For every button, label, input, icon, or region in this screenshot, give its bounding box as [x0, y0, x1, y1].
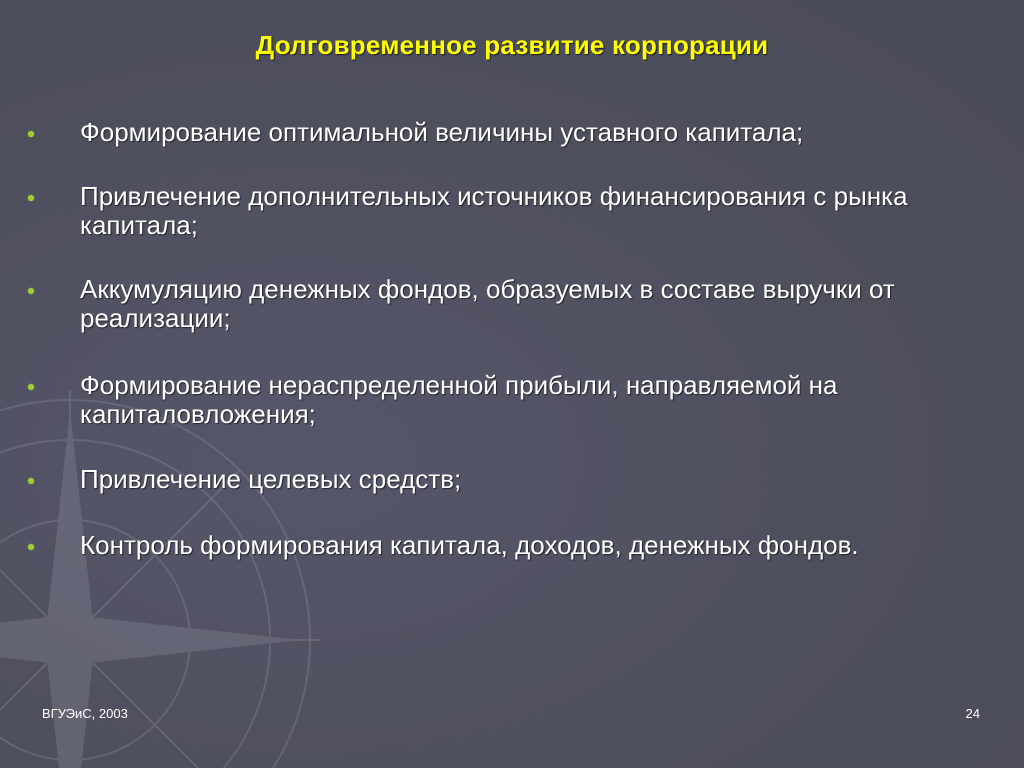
- bullet-text: Контроль формирования капитала, доходов, денежных фондов.: [80, 530, 859, 560]
- bullet-icon: [28, 288, 34, 294]
- list-item: [28, 371, 1008, 429]
- bullet-text: Аккумуляцию денежных фондов, образуемых в составе выручки от реализации;: [80, 274, 895, 333]
- bullet-list: [28, 118, 1008, 560]
- bullet-text: Формирование нераспределенной прибыли, направляемой на капиталовложения;: [80, 370, 838, 429]
- bullet-text: Формирование оптимальной величины уставного капитала;: [80, 117, 804, 147]
- bullet-icon: [28, 131, 34, 137]
- bullet-icon: [28, 478, 34, 484]
- bullet-text: Привлечение дополнительных источников финансирования с рынка капитала;: [80, 181, 908, 240]
- footer-label: ВГУЭиС, 2003: [42, 706, 128, 721]
- bullet-icon: [28, 384, 34, 390]
- page-number: 24: [965, 706, 980, 721]
- list-item: [28, 531, 1008, 560]
- bullet-text: Привлечение целевых средств;: [80, 464, 462, 494]
- list-item: [28, 118, 1008, 147]
- bullet-icon: [28, 544, 34, 550]
- bullet-icon: [28, 195, 34, 201]
- list-item: [28, 182, 1008, 240]
- list-item: [28, 275, 1008, 333]
- list-item: [28, 465, 1008, 494]
- slide-title: Долговременное развитие корпорации: [255, 30, 769, 60]
